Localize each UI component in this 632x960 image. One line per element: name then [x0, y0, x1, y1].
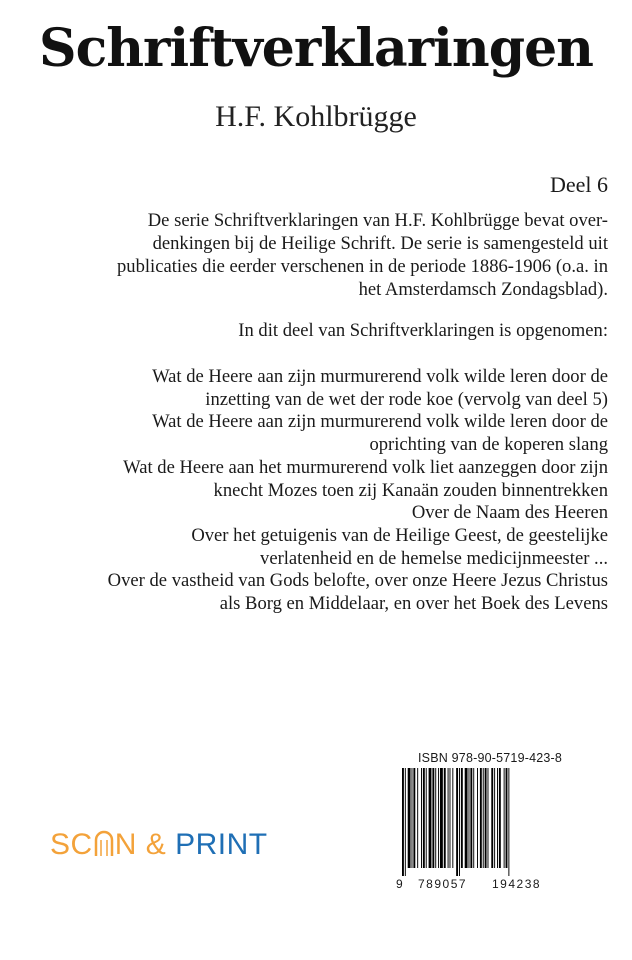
barcode-bar [485, 768, 487, 868]
barcode-bar [405, 768, 406, 876]
barcode-digit-first: 9 [396, 877, 403, 891]
barcode-bar [480, 768, 482, 868]
barcode-bar [470, 768, 472, 868]
barcode-bar [450, 768, 451, 868]
barcode-bar [506, 768, 508, 868]
barcode-bar [483, 768, 484, 868]
series-description [48, 209, 608, 301]
isbn-barcode [392, 751, 568, 891]
blurb-line: denkingen bij de Heilige Schrift. De serie is samengesteld uit [152, 233, 608, 254]
barcode-bar [402, 768, 404, 876]
barcode-bar [432, 768, 434, 868]
contents-intro: In dit deel van Schriftverklaringen is opgenomen: [238, 320, 608, 341]
contents-line: Over de vastheid van Gods belofte, over onze Heere Jezus Christus [107, 570, 608, 592]
logo-scan-text: SC [50, 828, 93, 861]
contents-line: Wat de Heere aan het murmurerend volk liet aanzeggen door zijn [123, 456, 608, 478]
barcode-bar [412, 768, 413, 868]
barcode-bar [438, 768, 439, 868]
barcode-bar [452, 768, 453, 868]
barcode-bar [469, 768, 470, 868]
barcode-bar [494, 768, 495, 868]
contents-line: inzetting van de wet der rode koe (vervolg van deel 5) [205, 388, 608, 410]
author-name: H.F. Kohlbrügge [215, 100, 417, 133]
barcode-bar [423, 768, 425, 868]
barcode-digits-right: 194238 [492, 877, 542, 891]
barcode-bar [488, 768, 489, 868]
barcode-bar [504, 768, 505, 868]
blurb-line: De serie Schriftverklaringen van H.F. Kohlbrügge bevat over- [147, 210, 608, 231]
barcode-bar [413, 768, 415, 868]
barcode-bar [497, 768, 498, 868]
barcode-bar [465, 768, 468, 868]
barcode-bar [456, 768, 458, 876]
barcode-bar [435, 768, 436, 868]
contents-line: knecht Mozes toen zij Kanaän zouden binnentrekken [213, 479, 608, 501]
barcode-digits-left: 789057 [418, 877, 468, 891]
volume-label: Deel 6 [549, 172, 608, 197]
blurb-line: publicaties die eerder verschenen in de periode 1886-1906 (o.a. in [116, 256, 608, 277]
barcode-bar [508, 768, 509, 876]
book-title: Schriftverklaringen [39, 18, 593, 79]
contents-line: Over de Naam des Heeren [411, 502, 608, 524]
contents-list [18, 366, 608, 616]
barcode-bar [421, 768, 422, 868]
contents-line: Over het getuigenis van de Heilige Geest, de geestelijke [191, 524, 608, 546]
barcode-bar [473, 768, 474, 868]
contents-line: Wat de Heere aan zijn murmurerend volk wilde leren door de [152, 411, 608, 433]
contents-line: oprichting van de koperen slang [369, 434, 608, 456]
barcode-bar [417, 768, 418, 868]
barcode-bar [440, 768, 443, 868]
barcode-bars [402, 768, 560, 876]
barcode-bar [459, 768, 460, 876]
arch-icon [93, 830, 115, 856]
contents-line: verlatenheid en de hemelse medicijnmeester ... [260, 547, 608, 569]
logo-ampersand: & [145, 828, 167, 861]
barcode-bar [426, 768, 427, 868]
contents-line: als Borg en Middelaar, en over het Boek des Levens [219, 593, 608, 615]
barcode-bar [408, 768, 411, 868]
barcode-bar [461, 768, 463, 868]
barcode-bar [448, 768, 449, 868]
blurb-line: het Amsterdamsch Zondagsblad). [358, 279, 608, 300]
barcode-bar [444, 768, 446, 868]
contents-line: Wat de Heere aan zijn murmurerend volk wilde leren door de [152, 366, 608, 387]
publisher-logo [50, 828, 268, 862]
barcode-bar [491, 768, 493, 868]
logo-print-text: PRINT [175, 828, 268, 861]
barcode-bar [477, 768, 478, 868]
isbn-label: ISBN 978-90-5719-423-8 [418, 751, 563, 765]
barcode-bar [499, 768, 501, 868]
barcode-bar [429, 768, 432, 868]
logo-n-text: N [114, 828, 137, 861]
